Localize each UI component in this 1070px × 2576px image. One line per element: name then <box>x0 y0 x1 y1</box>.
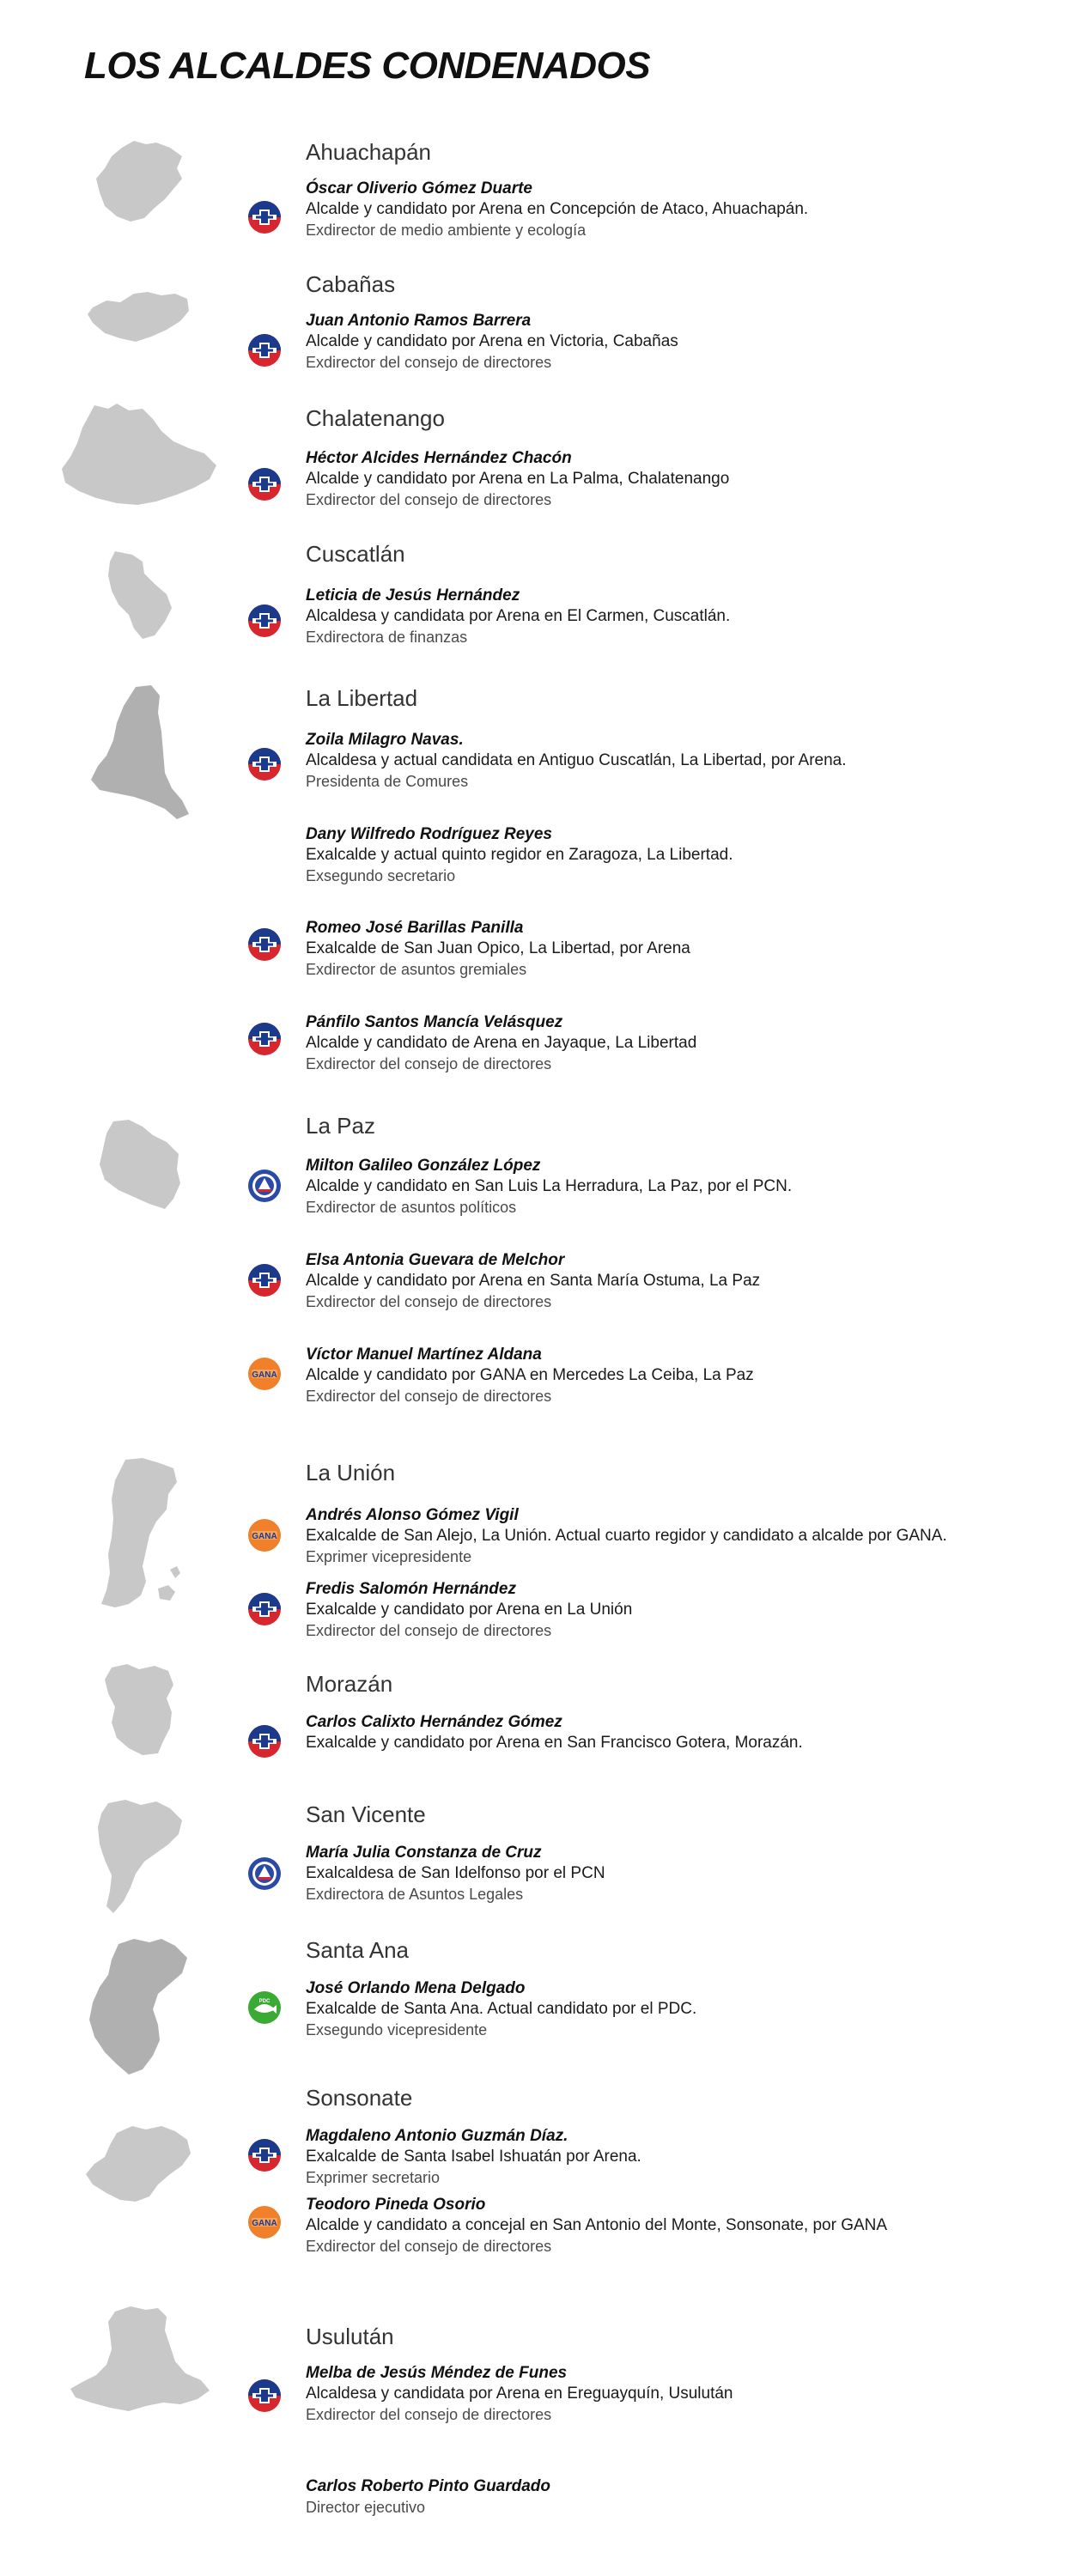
department-heading: Chalatenango <box>306 405 445 431</box>
list-item <box>306 1505 1061 1567</box>
person-name: Zoila Milagro Navas. <box>306 731 464 749</box>
department-heading: Morazán <box>306 1671 393 1697</box>
arena-logo-icon <box>247 1022 282 1056</box>
person-name: Milton Galileo González López <box>306 1157 541 1175</box>
person-description: Alcalde y candidato por Arena en La Palma, Chalatenango <box>306 470 730 488</box>
person-description: Exalcalde de San Alejo, La Unión. Actual cuarto regidor y candidato a alcalde por GANA. <box>306 1527 947 1545</box>
person-role: Exprimer vicepresidente <box>306 1548 472 1565</box>
person-name: Carlos Calixto Hernández Gómez <box>306 1713 562 1731</box>
list-item <box>306 2363 1061 2425</box>
map-chalatenango <box>60 402 218 508</box>
list-item <box>306 1712 1061 1753</box>
pcn-logo-icon <box>247 1169 282 1203</box>
map-usulutan <box>67 2305 211 2415</box>
person-role: Exdirector de asuntos gremiales <box>306 961 527 978</box>
person-name: Juan Antonio Ramos Barrera <box>306 312 532 330</box>
list-item <box>306 1156 1061 1218</box>
map-la-union <box>96 1456 182 1611</box>
person-description: Exalcalde y candidato por Arena en San Francisco Gotera, Morazán. <box>306 1734 803 1752</box>
person-role: Exdirector del consejo de directores <box>306 1622 552 1639</box>
pcn-logo-icon <box>247 1856 282 1891</box>
person-name: Magdaleno Antonio Guzmán Díaz. <box>306 2127 568 2145</box>
list-item <box>306 1843 1061 1905</box>
list-item <box>306 2126 1061 2188</box>
person-name: Héctor Alcides Hernández Chacón <box>306 449 572 467</box>
person-name: Víctor Manuel Martínez Aldana <box>306 1346 542 1364</box>
person-description: Alcalde y candidato por Arena en Concepción de Ataco, Ahuachapán. <box>306 200 809 218</box>
person-description: Alcalde y candidato de Arena en Jayaque, La Libertad <box>306 1034 697 1052</box>
person-role: Exdirectora de Asuntos Legales <box>306 1886 524 1903</box>
list-item <box>306 2195 1061 2257</box>
department-heading: La Libertad <box>306 685 418 711</box>
person-role: Exdirector de medio ambiente y ecología <box>306 222 587 239</box>
department-heading: Ahuachapán <box>306 139 432 165</box>
list-item <box>306 448 1061 510</box>
map-cuscatlan <box>105 550 173 641</box>
person-role: Exdirector del consejo de directores <box>306 2406 552 2423</box>
person-role: Exsegundo vicepresidente <box>306 2021 488 2038</box>
person-role: Exsegundo secretario <box>306 867 456 884</box>
person-description: Alcalde y candidato por Arena en Santa María Ostuma, La Paz <box>306 1272 761 1290</box>
map-ahuachapan <box>93 139 185 223</box>
department-heading: La Paz <box>306 1113 375 1139</box>
person-role: Presidenta de Comures <box>306 773 469 790</box>
person-description: Alcaldesa y candidata por Arena en Ereguayquín, Usulután <box>306 2385 733 2403</box>
person-role: Exprimer secretario <box>306 2169 441 2186</box>
person-description: Exalcalde y candidato por Arena en La Unión <box>306 1601 633 1619</box>
list-item <box>306 1012 1061 1074</box>
list-item <box>306 179 1061 240</box>
arena-logo-icon <box>247 333 282 368</box>
list-item <box>306 586 1061 647</box>
person-role: Exdirectora de finanzas <box>306 629 468 646</box>
list-item <box>306 918 1061 980</box>
department-heading: La Unión <box>306 1460 396 1485</box>
gana-logo-icon <box>247 2205 282 2239</box>
department-heading: Sonsonate <box>306 2085 413 2111</box>
person-role: Exdirector del consejo de directores <box>306 354 552 371</box>
person-description: Exalcalde de San Juan Opico, La Libertad, por Arena <box>306 939 690 957</box>
person-role: Exdirector del consejo de directores <box>306 2238 552 2255</box>
person-name: Carlos Roberto Pinto Guardado <box>306 2477 551 2495</box>
map-la-paz <box>96 1118 182 1212</box>
person-description: Exalcalde de Santa Ana. Actual candidato por el PDC. <box>306 2000 697 2018</box>
list-item <box>306 2476 1061 2518</box>
person-name: José Orlando Mena Delgado <box>306 1979 526 1997</box>
department-heading: Cabañas <box>306 271 396 297</box>
list-item <box>306 311 1061 373</box>
person-description: Alcalde y candidato por GANA en Mercedes La Ceiba, La Paz <box>306 1366 754 1384</box>
map-morazan <box>101 1662 177 1757</box>
gana-logo-icon <box>247 1518 282 1552</box>
list-item <box>306 824 1061 886</box>
person-description: Alcalde y candidato a concejal en San Antonio del Monte, Sonsonate, por GANA <box>306 2216 888 2234</box>
arena-logo-icon <box>247 200 282 234</box>
arena-logo-icon <box>247 1592 282 1626</box>
person-role: Exdirector del consejo de directores <box>306 1388 552 1405</box>
map-san-vicente <box>96 1798 185 1917</box>
person-role: Exdirector del consejo de directores <box>306 491 552 508</box>
list-item <box>306 1579 1061 1641</box>
person-name: María Julia Constanza de Cruz <box>306 1844 542 1862</box>
person-description: Exalcaldesa de San Idelfonso por el PCN <box>306 1864 605 1882</box>
person-name: Romeo José Barillas Panilla <box>306 919 524 937</box>
person-role: Exdirector de asuntos políticos <box>306 1199 517 1216</box>
list-item <box>306 1978 1061 2040</box>
arena-logo-icon <box>247 1724 282 1759</box>
department-heading: Santa Ana <box>306 1937 409 1963</box>
person-description: Alcaldesa y actual candidata en Antiguo Cuscatlán, La Libertad, por Arena. <box>306 751 847 769</box>
list-item <box>306 1250 1061 1312</box>
person-name: Fredis Salomón Hernández <box>306 1580 516 1598</box>
arena-logo-icon <box>247 2379 282 2413</box>
person-name: Melba de Jesús Méndez de Funes <box>306 2364 568 2382</box>
person-name: Teodoro Pineda Osorio <box>306 2196 486 2214</box>
pdc-logo-icon <box>247 1990 282 2025</box>
map-la-libertad <box>88 683 191 821</box>
arena-logo-icon <box>247 927 282 962</box>
map-santa-ana <box>88 1937 191 2076</box>
person-role: Director ejecutivo <box>306 2499 426 2516</box>
person-description: Alcalde y candidato por Arena en Victoria, Cabañas <box>306 332 678 350</box>
map-sonsonate <box>84 2123 194 2205</box>
department-heading: San Vicente <box>306 1801 426 1827</box>
person-role: Exdirector del consejo de directores <box>306 1293 552 1310</box>
person-description: Alcalde y candidato en San Luis La Herradura, La Paz, por el PCN. <box>306 1177 793 1195</box>
map-cabanas <box>86 285 192 345</box>
gana-logo-icon <box>247 1357 282 1391</box>
page-title: LOS ALCALDES CONDENADOS <box>84 45 651 87</box>
person-name: Óscar Oliverio Gómez Duarte <box>306 179 532 197</box>
arena-logo-icon <box>247 467 282 501</box>
person-description: Exalcalde y actual quinto regidor en Zaragoza, La Libertad. <box>306 846 733 864</box>
svg-text:PDC: PDC <box>258 1999 271 2004</box>
list-item <box>306 730 1061 792</box>
person-name: Pánfilo Santos Mancía Velásquez <box>306 1013 563 1031</box>
arena-logo-icon <box>247 747 282 781</box>
department-heading: Cuscatlán <box>306 541 405 567</box>
arena-logo-icon <box>247 604 282 638</box>
svg-text:GANA: GANA <box>252 1370 277 1380</box>
list-item <box>306 1345 1061 1406</box>
person-description: Exalcalde de Santa Isabel Ishuatán por Arena. <box>306 2148 641 2166</box>
department-heading: Usulután <box>306 2324 394 2349</box>
svg-text:GANA: GANA <box>252 1532 277 1541</box>
arena-logo-icon <box>247 1263 282 1297</box>
arena-logo-icon <box>247 2138 282 2172</box>
person-description: Alcaldesa y candidata por Arena en El Carmen, Cuscatlán. <box>306 607 731 625</box>
person-role: Exdirector del consejo de directores <box>306 1055 552 1072</box>
person-name: Elsa Antonia Guevara de Melchor <box>306 1251 565 1269</box>
person-name: Andrés Alonso Gómez Vigil <box>306 1506 519 1524</box>
svg-text:GANA: GANA <box>252 2219 277 2228</box>
person-name: Dany Wilfredo Rodríguez Reyes <box>306 825 552 843</box>
person-name: Leticia de Jesús Hernández <box>306 586 520 605</box>
